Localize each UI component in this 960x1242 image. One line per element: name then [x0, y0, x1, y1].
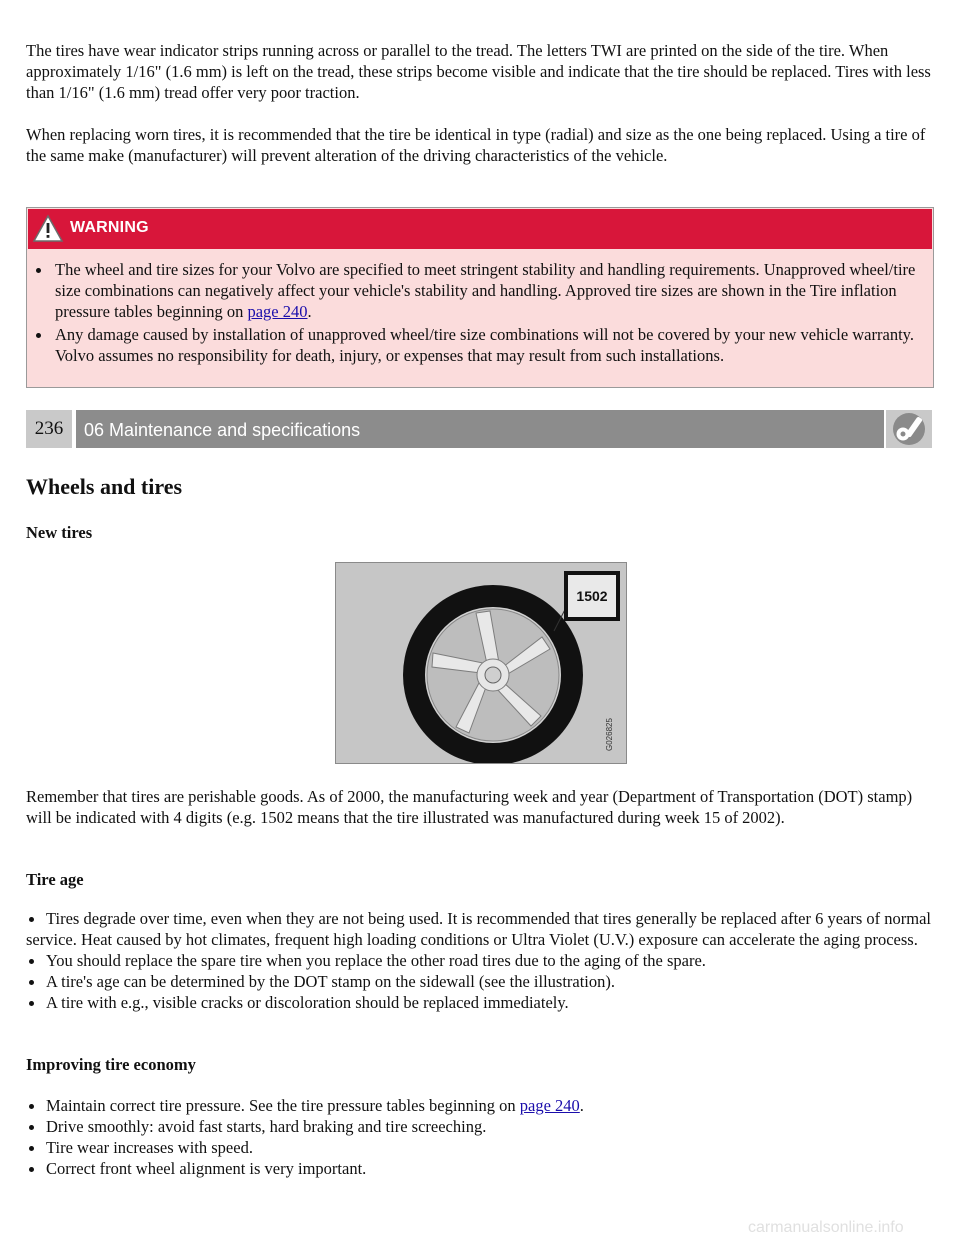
- section-icon-box: [886, 410, 932, 448]
- warning-item-end: .: [307, 302, 312, 321]
- warning-title: WARNING: [70, 219, 149, 236]
- warning-header: [28, 209, 932, 249]
- list-item: Drive smoothly: avoid fast starts, hard braking and tire screeching.: [26, 1116, 936, 1137]
- page-number: 236: [26, 410, 72, 448]
- warning-body: [33, 259, 923, 366]
- section-title: 06 Maintenance and specifications: [76, 410, 884, 448]
- list-item: [26, 1095, 936, 1116]
- list-item-text: Maintain correct tire pressure. See the tire pressure tables beginning on: [46, 1096, 520, 1115]
- list-item: A tire with e.g., visible cracks or discoloration should be replaced immediately.: [26, 992, 936, 1013]
- warning-box: [26, 207, 934, 388]
- warning-triangle-icon: [32, 214, 64, 243]
- list-item-end: .: [579, 1096, 584, 1115]
- tire-age-heading: Tire age: [26, 870, 84, 889]
- intro-paragraph-replacing-tires: When replacing worn tires, it is recommended that the tire be identical in type (radial) and size as the one being replaced. Using a tire of the same make (manufacturer) will prevent alteration of the driving characteristics of the vehicle.: [26, 125, 926, 165]
- tire-age-list: [26, 908, 936, 1013]
- warning-item-text: The wheel and tire sizes for your Volvo are specified to meet stringent stability and handling requirements. Unapproved wheel/tire size combinations can negatively affect your vehicle's stability and handling. Approved tire sizes are shown in the Tire inflation pressure tables beginning on: [55, 260, 916, 321]
- wheel-illustration: [336, 563, 626, 763]
- dot-stamp-callout: 1502: [576, 588, 608, 604]
- watermark: carmanualsonline.info: [748, 1219, 904, 1236]
- warning-item: [33, 259, 923, 322]
- page-heading: Wheels and tires: [26, 474, 183, 499]
- tire-illustration: [335, 562, 627, 764]
- list-item: You should replace the spare tire when you replace the other road tires due to the aging of the spare.: [26, 950, 936, 971]
- perishable-paragraph: Remember that tires are perishable goods. As of 2000, the manufacturing week and year (Department of Transportation (DOT) stamp) will be indicated with 4 digits (e.g. 1502 means that the tire illustrated was manufactured during week 15 of 2002).: [26, 787, 913, 827]
- page-240-link[interactable]: page 240: [247, 302, 308, 321]
- list-item: Correct front wheel alignment is very important.: [26, 1158, 936, 1179]
- list-item: Tire wear increases with speed.: [26, 1137, 936, 1158]
- figure-code: G026825: [605, 718, 614, 751]
- tire-economy-heading: Improving tire economy: [26, 1055, 196, 1074]
- warning-item: [33, 324, 923, 366]
- list-item: A tire's age can be determined by the DOT stamp on the sidewall (see the illustration).: [26, 971, 936, 992]
- tire-economy-list: [26, 1095, 936, 1179]
- intro-paragraph-wear-indicator: The tires have wear indicator strips running across or parallel to the tread. The letters TWI are printed on the side of the tire. When approximately 1/16" (1.6 mm) is left on the tread, these strips become visible and indicate that the tire should be replaced. Tires with less than 1/16" (1.6 mm) tread offer very poor traction.: [26, 41, 931, 102]
- new-tires-heading: New tires: [26, 523, 93, 542]
- list-item: Tires degrade over time, even when they are not being used. It is recommended that tires generally be replaced after 6 years of normal service. Heat caused by hot climates, frequent high loading conditions or Ultra Violet (U.V.) exposure can accelerate the aging process.: [26, 908, 936, 950]
- warning-item-text: Any damage caused by installation of unapproved wheel/tire size combinations will not be covered by your new vehicle warranty. Volvo assumes no responsibility for death, injury, or expenses that may result from such installations.: [55, 325, 914, 365]
- page-240-link[interactable]: page 240: [519, 1096, 580, 1115]
